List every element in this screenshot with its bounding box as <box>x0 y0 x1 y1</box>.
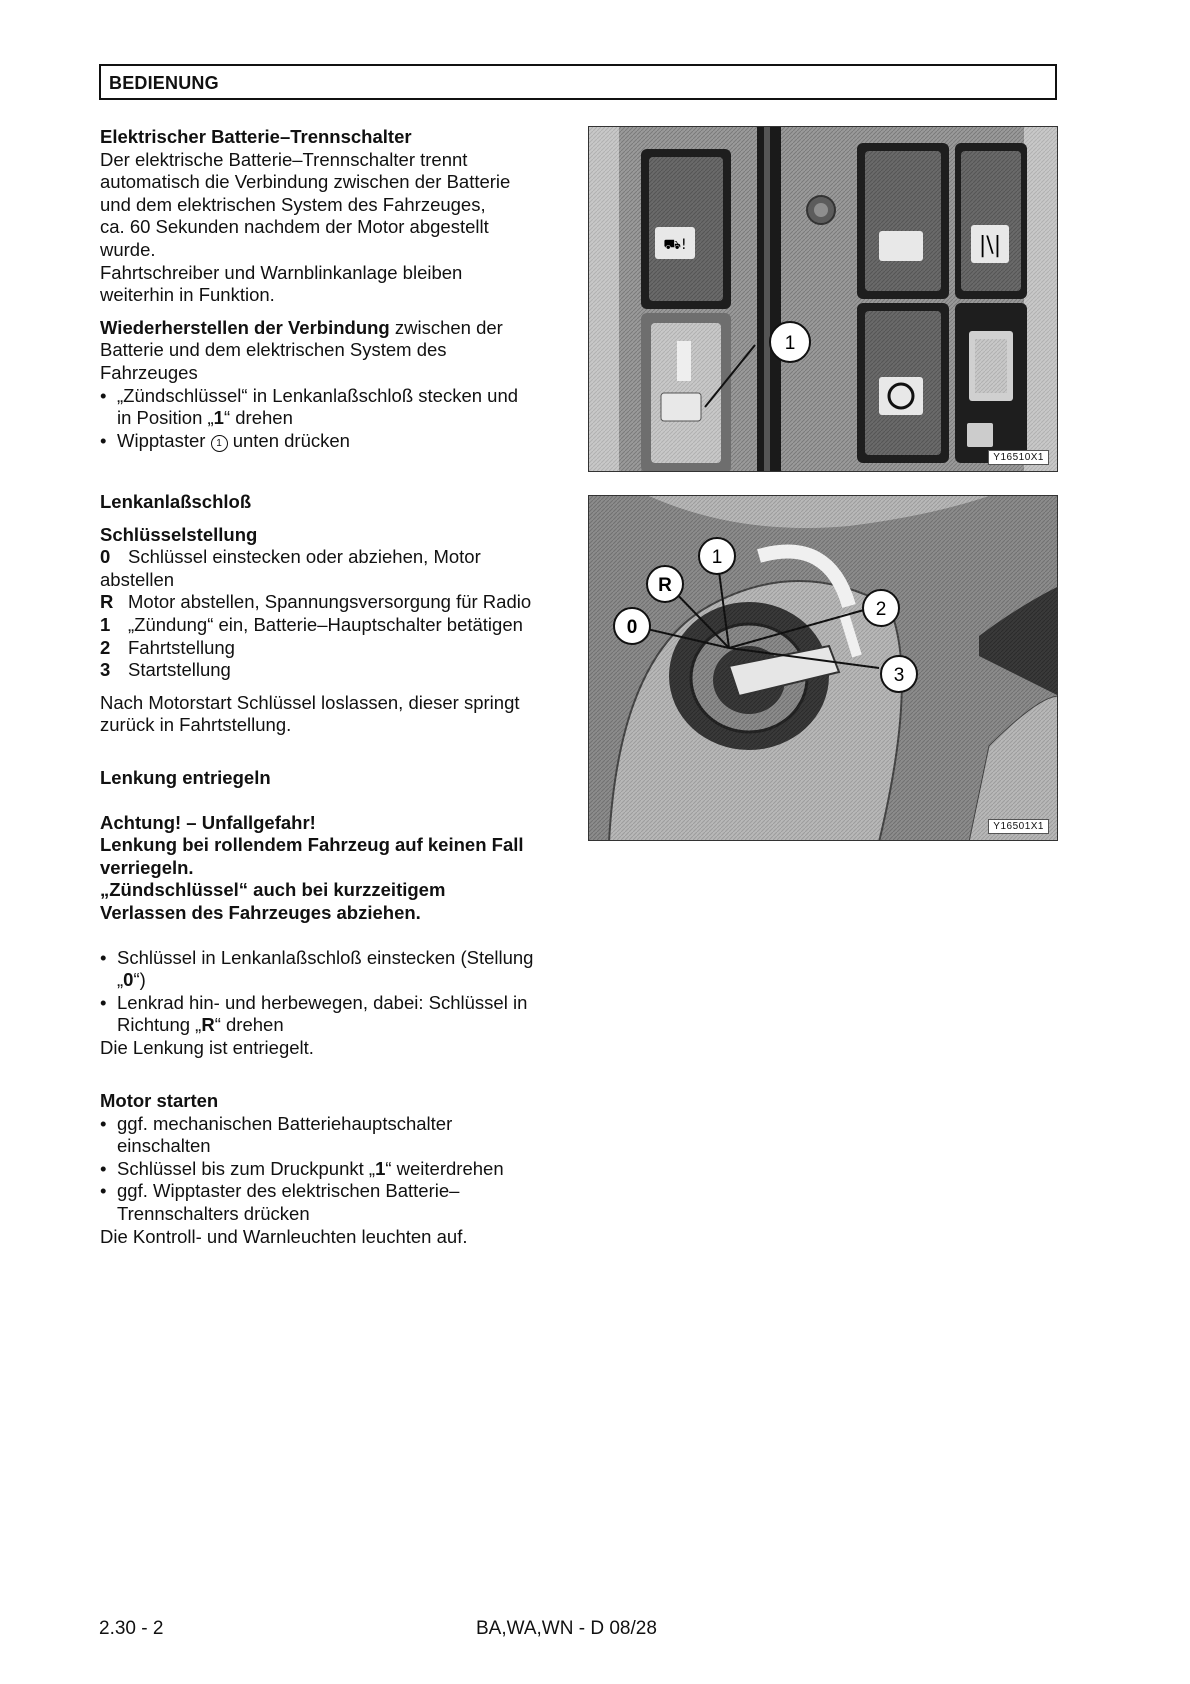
figure2-callout: 3 <box>893 665 905 686</box>
figure-ignition-lock <box>588 495 1058 841</box>
text-line: automatisch die Verbindung zwischen der Batterie <box>100 171 511 193</box>
figure2-callout: 0 <box>626 617 638 638</box>
list-item-text: • „Zündschlüssel“ in Lenkanlaßschloß stecken und <box>117 384 519 406</box>
list-item <box>100 1113 580 1158</box>
text-span: unten drücken <box>227 429 350 451</box>
text-line: Die Lenkung ist entriegelt. <box>100 1036 314 1058</box>
text-span: “ weiterdrehen <box>385 1157 504 1179</box>
switch-panel-illustration <box>589 127 1058 472</box>
key-position-row <box>100 614 580 637</box>
list-item <box>100 992 580 1037</box>
text-bold: 1 <box>213 407 224 429</box>
page-number: 2.30 - 2 <box>99 1618 164 1639</box>
figure1-code: Y16510X1 <box>988 450 1049 465</box>
list-item-text: Trennschalters drücken <box>117 1202 310 1224</box>
heading-start-engine: Motor starten <box>100 1090 219 1111</box>
ignition-lock-illustration <box>589 496 1058 841</box>
figure2-callout: 2 <box>875 599 887 620</box>
heading-unlock-steering: Lenkung entriegeln <box>100 767 271 788</box>
key-label: 1 <box>100 613 111 635</box>
text-span: “ drehen <box>223 407 293 429</box>
list-item-text <box>117 1014 580 1037</box>
text-span: Wipptaster <box>117 429 211 451</box>
list-item-text <box>117 407 580 430</box>
section-ignition-lock <box>100 491 580 737</box>
key-position-row <box>100 591 580 614</box>
warning-block <box>100 812 580 925</box>
text-line: ca. 60 Sekunden nachdem der Motor abgestellt <box>100 216 489 238</box>
restore-paragraph <box>100 317 580 340</box>
section-battery-switch <box>100 126 580 452</box>
heading-key-position: Schlüsselstellung <box>100 523 258 545</box>
text-line: weiterhin in Funktion. <box>100 284 275 306</box>
restore-bold: Wiederherstellen der Verbindung <box>100 316 390 338</box>
text-span: “ drehen <box>214 1014 284 1036</box>
warning-line: Verlassen des Fahrzeuges abziehen. <box>100 901 421 923</box>
text-span: “) <box>133 969 146 991</box>
figure-switch-panel <box>588 126 1058 472</box>
list-item <box>100 1158 580 1181</box>
list-item <box>100 385 580 430</box>
text-line: und dem elektrischen System des Fahrzeuges, <box>100 193 486 215</box>
key-text: Startstellung <box>128 659 231 681</box>
circled-number-icon: 1 <box>211 435 228 452</box>
text-span: Richtung „ <box>117 1014 202 1036</box>
text-line: zurück in Fahrtstellung. <box>100 714 292 736</box>
text-line: Batterie und dem elektrischen System des <box>100 339 447 361</box>
key-text: Schlüssel einstecken oder abziehen, Motor <box>128 546 481 568</box>
text-span: „ <box>117 969 124 991</box>
key-position-row <box>100 659 580 682</box>
list-item-text: • Lenkrad hin- und herbewegen, dabei: Schlüssel in <box>117 991 528 1013</box>
figure2-callout: 1 <box>711 547 723 568</box>
section-header <box>99 64 1057 100</box>
key-text: „Zündung“ ein, Batterie–Hauptschalter betätigen <box>128 613 523 635</box>
figure2-code: Y16501X1 <box>988 819 1049 834</box>
figure1-callout: 1 <box>784 333 796 354</box>
document-code: BA,WA,WN - D 08/28 <box>476 1618 657 1639</box>
heading-battery-switch: Elektrischer Batterie–Trennschalter <box>100 126 412 147</box>
key-label: 0 <box>100 546 111 568</box>
text-line: Die Kontroll- und Warnleuchten leuchten auf. <box>100 1225 468 1247</box>
restore-rest: zwischen der <box>389 316 503 338</box>
svg-text:⛟!: ⛟! <box>663 237 687 253</box>
text-line: Nach Motorstart Schlüssel loslassen, dieser springt <box>100 691 520 713</box>
text-span: Schlüssel bis zum Druckpunkt „ <box>117 1157 376 1179</box>
text-line: Der elektrische Batterie–Trennschalter trennt <box>100 148 468 170</box>
key-position-row <box>100 546 580 569</box>
list-item <box>100 430 580 453</box>
warning-line: Achtung! – Unfallgefahr! <box>100 811 316 833</box>
key-label: 2 <box>100 636 111 658</box>
figure2-callout: R <box>658 575 672 596</box>
text-line: wurde. <box>100 238 156 260</box>
text-bold: 0 <box>123 969 134 991</box>
text-line: Fahrzeuges <box>100 361 198 383</box>
key-text: Motor abstellen, Spannungsversorgung für Radio <box>128 591 532 613</box>
warning-line: „Zündschlüssel“ auch bei kurzzeitigem <box>100 879 446 901</box>
list-item-text <box>117 969 580 992</box>
text-line: Fahrtschreiber und Warnblinkanlage bleiben <box>100 261 463 283</box>
section-start-engine <box>100 1090 580 1248</box>
text-span: in Position „ <box>117 407 214 429</box>
list-item-text: • Schlüssel in Lenkanlaßschloß einstecken (Stellung <box>117 946 534 968</box>
list-item <box>100 947 580 992</box>
list-item-text: einschalten <box>117 1135 211 1157</box>
list-item <box>100 1180 580 1225</box>
text-bold: 1 <box>375 1157 386 1179</box>
key-label: 3 <box>100 659 111 681</box>
text-bold: R <box>201 1014 215 1036</box>
key-label: R <box>100 591 114 613</box>
key-text: Fahrtstellung <box>128 636 235 658</box>
text-line: abstellen <box>100 568 175 590</box>
list-item-text: • ggf. mechanischen Batteriehauptschalter <box>117 1112 453 1134</box>
warning-line: verriegeln. <box>100 856 194 878</box>
header-title: BEDIENUNG <box>109 73 219 93</box>
warning-line: Lenkung bei rollendem Fahrzeug auf keinen Fall <box>100 834 524 856</box>
heading-ignition-lock: Lenkanlaßschloß <box>100 491 252 512</box>
section-unlock-steering <box>100 767 580 1060</box>
list-item-text: • ggf. Wipptaster des elektrischen Batterie– <box>117 1180 460 1202</box>
svg-text:|\|: |\| <box>978 233 1002 258</box>
key-position-row <box>100 637 580 660</box>
